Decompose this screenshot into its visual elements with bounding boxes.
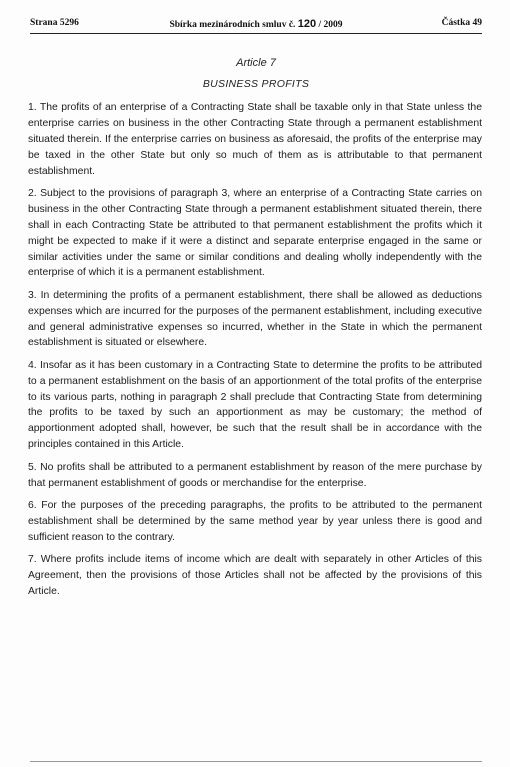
paragraph-2: 2. Subject to the provisions of paragraph 3, where an enterprise of a Contracting State carries on business in the other Contracting State through a permanent establishment situated therein, there shall in each Contracting State be attributed to that permanent establishment the profits which it might be expected to make if it were a distinct and separate enterprise engaged in the same or similar activities under the same or similar conditions and dealing wholly independently with the enterprise of which it is a permanent establishment.: [28, 187, 482, 279]
issue-number: Částka 49: [441, 18, 482, 28]
header-divider: [30, 33, 482, 34]
paragraph-3: 3. In determining the profits of a permanent establishment, there shall be allowed as deductions expenses which are incurred for the purposes of the permanent establishment, including executive and general administrative expenses so incurred, whether in the State in which the permanent establishment is situated or elsewhere.: [28, 289, 482, 349]
paragraph-5: 5. No profits shall be attributed to a permanent establishment by reason of the mere purchase by that permanent establishment of goods or merchandise for the enterprise.: [28, 461, 482, 489]
paragraph-7: 7. Where profits include items of income which are dealt with separately in other Articles of this Agreement, then the provisions of those Articles shall not be affected by the provisions of this Article.: [28, 553, 482, 597]
article-title: Article 7: [236, 57, 276, 69]
treaty-number: 120: [297, 18, 317, 30]
paragraph-4: 4. Insofar as it has been customary in a Contracting State to determine the profits to be attributed to a permanent establishment on the basis of an apportionment of the total profits of the enterprise to its various parts, nothing in paragraph 2 shall preclude that Contracting State from determining the profits to be taxed by such an apportionment as may be customary; the method of apportionment adopted shall, however, be such that the result shall be in accordance with the principles contained in this Article.: [28, 359, 482, 451]
publication-name: Sbírka mezinárodních smluv č.: [169, 20, 296, 30]
paragraph-1: 1. The profits of an enterprise of a Contracting State shall be taxable only in that State unless the enterprise carries on business in the other Contracting State through a permanent establishment situated therein. If the enterprise carries on business as aforesaid, the profits of the enterprise may be taxed in the other State but only so much of them as is attributable to that permanent establishment.: [28, 102, 482, 177]
page-header: [30, 15, 482, 33]
article-body: [28, 100, 482, 606]
page-number: Strana 5296: [30, 18, 79, 28]
footer-divider: [30, 761, 482, 762]
article-heading: BUSINESS PROFITS: [202, 78, 310, 90]
publication-year: / 2009: [318, 20, 343, 30]
publication-title: [30, 18, 482, 30]
paragraph-6: 6. For the purposes of the preceding paragraphs, the profits to be attributed to the permanent establishment shall be determined by the same method year by year unless there is good and sufficient reason to the contrary.: [28, 499, 482, 543]
